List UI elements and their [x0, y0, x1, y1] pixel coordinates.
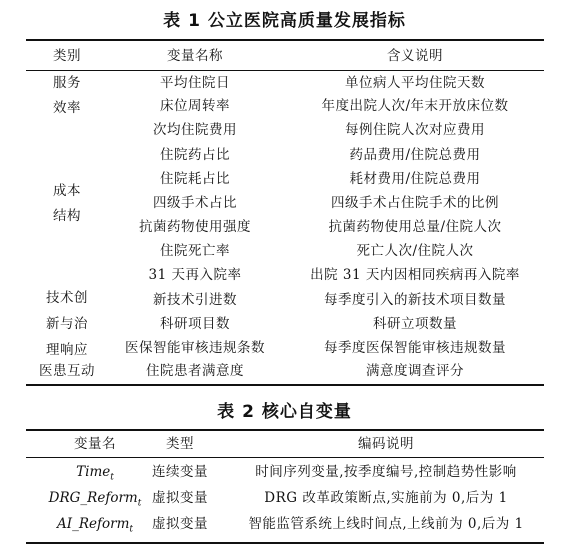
- table2-row-type: 虚拟变量: [152, 490, 208, 506]
- table1-category-tech: 理响应: [46, 342, 88, 358]
- table1-row-name: 新技术引进数: [153, 292, 237, 308]
- table2-row-desc: 时间序列变量,按季度编号,控制趋势性影响: [255, 464, 517, 480]
- table1-header-category: 类别: [53, 48, 81, 64]
- table2-header-type: 类型: [166, 436, 194, 452]
- table2-row-type: 连续变量: [152, 464, 208, 480]
- table1-row-name: 住院耗占比: [160, 171, 230, 187]
- table1-header-rule: [26, 70, 544, 71]
- table2-row-var: Time$_t$: [76, 464, 114, 483]
- table1-category-tech: 新与治: [46, 316, 88, 332]
- table1-row-name: 次均住院费用: [153, 122, 237, 138]
- table1-row-name: 四级手术占比: [153, 195, 237, 211]
- table2-row-type: 虚拟变量: [152, 516, 208, 532]
- table1-row-name: 住院死亡率: [160, 243, 230, 259]
- table1-top-rule: [26, 39, 544, 41]
- table1-row-desc: 每季度引入的新技术项目数量: [324, 292, 506, 308]
- table2-row-var: DRG_Reform$_t$: [48, 490, 142, 509]
- table1-header-variable: 变量名称: [167, 48, 223, 64]
- table1-row-desc: 单位病人平均住院天数: [345, 75, 485, 91]
- table2-row-desc: 智能监管系统上线时间点,上线前为 0,后为 1: [248, 516, 524, 532]
- table1-row-desc: 每例住院人次对应费用: [345, 122, 485, 138]
- table1-row-desc: 年度出院人次/年末开放床位数: [321, 98, 509, 114]
- table2-header-rule: [26, 457, 544, 458]
- table1-category-interaction: 医患互动: [39, 363, 95, 379]
- table1-row-desc: 每季度医保智能审核违规数量: [324, 340, 506, 356]
- table2-row-var: AI_Reform$_t$: [57, 516, 133, 535]
- table1-row-name: 住院药占比: [160, 147, 230, 163]
- table1-row-name: 抗菌药物使用强度: [139, 219, 251, 235]
- table1-row-desc: 出院 31 天内因相同疾病再入院率: [310, 267, 520, 283]
- table1-row-name: 31 天再入院率: [148, 267, 242, 283]
- table1-row-desc: 抗菌药物使用总量/住院人次: [328, 219, 502, 235]
- table2-caption: 表 2 核心自变量: [217, 402, 352, 422]
- table2-bottom-rule: [26, 542, 544, 544]
- table1-row-desc: 科研立项数量: [373, 316, 457, 332]
- table1-row-desc: 四级手术占住院手术的比例: [331, 195, 499, 211]
- table2-header-variable: 变量名: [74, 436, 116, 452]
- table1-caption: 表 1 公立医院高质量发展指标: [163, 11, 406, 31]
- table1-row-desc: 耗材费用/住院总费用: [349, 171, 481, 187]
- table1-header-description: 含义说明: [387, 48, 443, 64]
- table1-category-cost: 结构: [53, 208, 81, 224]
- table1-category-service: 效率: [53, 100, 81, 116]
- table1-row-desc: 药品费用/住院总费用: [349, 147, 481, 163]
- table1-bottom-rule: [26, 384, 544, 386]
- table1-row-name: 科研项目数: [160, 316, 230, 332]
- table1-category-cost: 成本: [53, 183, 81, 199]
- table2-header-coding: 编码说明: [358, 436, 414, 452]
- table1-row-name: 住院患者满意度: [146, 363, 244, 379]
- table1-row-name: 床位周转率: [160, 98, 230, 114]
- table1-category-tech: 技术创: [46, 290, 88, 306]
- table2-top-rule: [26, 429, 544, 431]
- table1-row-name: 平均住院日: [160, 75, 230, 91]
- table1-category-service: 服务: [53, 75, 81, 91]
- table2-row-desc: DRG 改革政策断点,实施前为 0,后为 1: [264, 490, 508, 506]
- table1-row-name: 医保智能审核违规条数: [125, 340, 265, 356]
- table1-row-desc: 满意度调查评分: [366, 363, 464, 379]
- table1-row-desc: 死亡人次/住院人次: [356, 243, 474, 259]
